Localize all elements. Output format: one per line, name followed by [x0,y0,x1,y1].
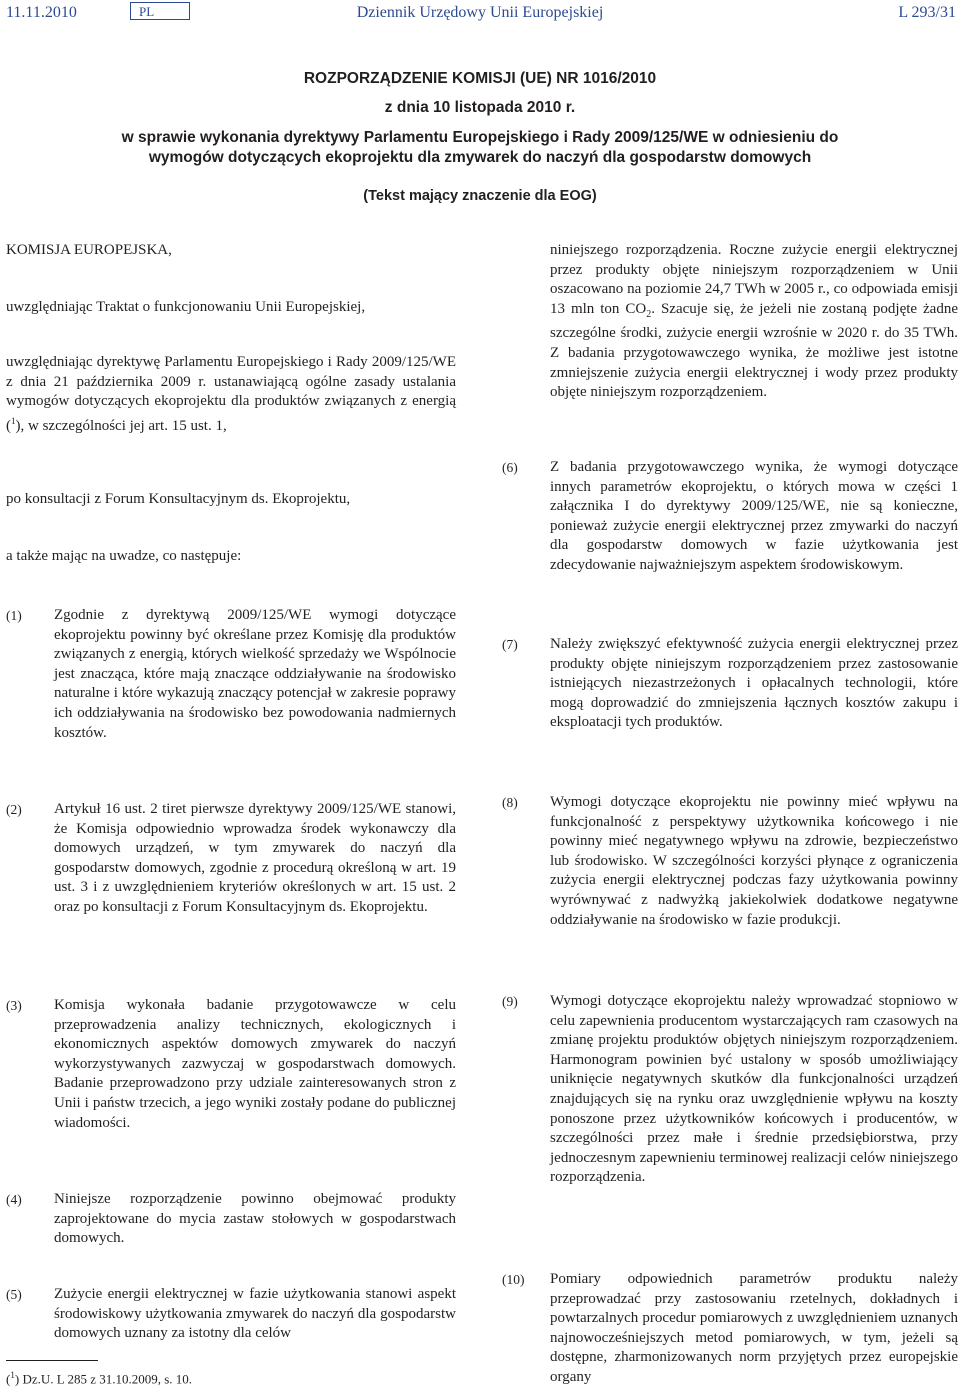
recital-9 [502,992,958,1188]
page-reference: L 293/31 [898,4,956,21]
regulation-title: ROZPORZĄDZENIE KOMISJI (UE) NR 1016/2010 [303,70,657,87]
citation-directive-text-b: ), w szczególności jej art. 15 ust. 1, [15,417,227,434]
recital-number: (10) [502,1272,525,1287]
recital-8 [502,793,958,930]
recital-text: Komisja wykonała badanie przygotowawcze w celu przeprowadzenia analizy technicznych, ekologicznych i ekonomicznych aspektów domowych zmywarek do naczyń wykorzystywanych zazwyczaj w gospodarstwach domowych. Badanie przeprowadzono przy udziale zainteresowanych stron z Unii i państw trzecich, a jego wyniki zostały podane do publicznej wiadomości. [54,997,456,1131]
publication-date: 11.11.2010 [6,4,77,21]
citation-treaty: uwzględniając Traktat o funkcjonowaniu Unii Europejskiej, [6,299,366,315]
recital-number: (1) [6,608,22,623]
recital-number: (3) [6,998,22,1013]
eea-relevance: (Tekst mający znaczenie dla EOG) [363,188,597,204]
recital-number: (6) [502,460,518,475]
whereas-intro: a także mając na uwadze, co następuje: [6,548,242,564]
recital-text: Zużycie energii elektrycznej w fazie użytkowania stanowi aspekt środowiskowy użytkowania zmywarek do naczyń dla gospodarstw domowych uznany za istotny dla celów [54,1286,456,1342]
recital-text: Z badania przygotowawczego wynika, że wymogi dotyczące innych parametrów ekoprojektu, o których mowa w części 1 załącznika I do dyrektywy 2009/125/WE, nie są konieczne, ponieważ zużycie energii elektrycznej przez zmywarki do naczyń dla gospodarstw domowych w fazie użytkowania jest zdecydowanie najważniejszym aspektem środowiskowym. [550,459,958,573]
regulation-subject [0,128,960,168]
language-badge: PL [130,2,190,20]
footnote-text: Dz.U. L 285 z 31.10.2009, s. 10. [22,1371,193,1387]
citation-consultation: po konsultacji z Forum Konsultacyjnym ds. Ekoprojektu, [6,491,351,507]
recital-1 [6,606,456,743]
recital-number: (7) [502,637,518,652]
recital-10 [502,1270,958,1388]
recital-text: Wymogi dotyczące ekoprojektu nie powinny mieć wpływu na funkcjonalność z perspektywy użytkownika końcowego i nie powinny mieć negatywnego wpływu na zdrowie, bezpieczeństwo lub środowisko. W szczególności korzyści płynące z ograniczenia zużycia energii elektrycznej podczas fazy użytkowania powinny wyrównywać z nadwyżką jakiekolwiek dodatkowe negatywne oddziaływanie na środowisko w fazie produkcji. [550,794,958,928]
recital-5 [6,1285,456,1344]
footnote-marker: 1 [10,1370,15,1380]
recital-5-continuation [550,241,958,403]
recital-6 [502,458,958,576]
recital-text: Zgodnie z dyrektywą 2009/125/WE wymogi dotyczące ekoprojektu powinny być określane przez Komisję dla produktów związanych z energią, których wielkość sprzedaży we Wspólnocie jest znacząca, które mają znaczące oddziaływanie na środowisko naturalne i które wykazują znaczący potencjał w zakresie poprawy ich oddziaływania na środowisko bez powodowania nadmiernych kosztów. [54,607,456,741]
regulation-date: z dnia 10 listopada 2010 r. [384,99,576,116]
commission-heading: KOMISJA EUROPEJSKA, [6,242,172,258]
citation-directive-text-a: uwzględniając dyrektywę Parlamentu Europejskiego i Rady 2009/125/WE z dnia 21 października 2009 r. ustanawiającą ogólne zasady ustalania wymogów dotyczących ekoprojektu dla produktów związanych z energią ( [6,354,456,434]
footnote-separator [6,1360,98,1361]
recital-number: (9) [502,994,518,1009]
recital-number: (2) [6,802,22,817]
recital-3 [6,996,456,1133]
recital-text: Niniejsze rozporządzenie powinno obejmować produkty zaprojektowane do mycia zastaw stołowych w gospodarstwach domowych. [54,1191,456,1247]
citation-directive [6,353,456,436]
journal-title: Dziennik Urzędowy Unii Europejskiej [356,4,604,21]
recital-text: Artykuł 16 ust. 2 tiret pierwsze dyrektywy 2009/125/WE stanowi, że Komisja odpowiednio wprowadza środek wykonawczy dla domowych urządzeń, w tym zmywarek do naczyń dla gospodarstw domowych, zgodnie z procedurą określoną w art. 19 ust. 3 i z uwzględnieniem kryteriów określonych w art. 15 ust. 2 oraz po konsultacji z Forum Konsultacyjnym ds. Ekoprojektu. [54,801,456,915]
recital-number: (8) [502,795,518,810]
continuation-text-b: . Szacuje się, że jeżeli nie zostaną podjęte żadne szczególne środki, zużycie energii wzrośnie w 2020 r. do 35 TWh. Z badania przygotowawczego wynika, że możliwe jest istotne zmniejszenie zużycia energii elektrycznej i wody przez produkty objęte niniejszym rozporządzeniem. [550,300,958,401]
continuation-text-a: niniejszego rozporządzenia. Roczne zużycie energii elektrycznej przez produkty objęte niniejszym rozporządzeniem w Unii oszacowano na poziomie 24,7 TWh w 2005 r., co odpowiada emisji 13 mln ton CO [550,242,958,317]
recital-text: Należy zwiększyć efektywność zużycia energii elektrycznej przez produkty objęte niniejszym rozporządzeniem przez zastosowanie istniejących niezastrzeżonych i opłacalnych technologii, które mogą doprowadzić do zmniejszenia łącznych kosztów zakupu i eksploatacji tych produktów. [550,636,958,731]
co2-subscript: 2 [646,308,652,320]
footnote-ref: 1 [11,415,16,426]
recital-text: Wymogi dotyczące ekoprojektu należy wprowadzać stopniowo w celu zapewnienia producentom wystarczających ram czasowych na zmianę projektu produktów objętych niniejszym rozporządzeniem. Harmonogram powinien być ustalony w sposób umożliwiający uniknięcie negatywnych skutków dla funkcjonalności urządzeń znajdujących się na rynku oraz uwzględnienie wpływu na koszty ponoszone przez użytkowników końcowych i producentów, w szczególności przez małe i średnie przedsiębiorstwa, przy jednoczesnym zapewnieniu terminowej realizacji celów niniejszego rozporządzenia. [550,993,958,1186]
recital-2 [6,800,456,918]
recital-7 [502,635,958,733]
recital-number: (5) [6,1287,22,1302]
regulation-subject-text: w sprawie wykonania dyrektywy Parlamentu Europejskiego i Rady 2009/125/WE w odniesieniu do wymogów dotyczących ekoprojektu dla zmywarek do naczyń dla gospodarstw domowych [121,129,839,166]
recital-4 [6,1190,456,1249]
recital-number: (4) [6,1192,22,1207]
footnote: ($^1$) Dz.U. L 285 z 31.10.2009, s. 10. [6,1370,193,1387]
recital-text: Pomiary odpowiednich parametrów produktu należy przeprowadzać przy zastosowaniu rzetelnych, dokładnych i powtarzalnych procedur pomiarowych z uwzględnieniem uznanych najnowocześniejszych metod pomiarowych, w tym, jeżeli są dostępne, zharmonizowanych norm przyjętych przez europejskie organy [550,1271,958,1385]
